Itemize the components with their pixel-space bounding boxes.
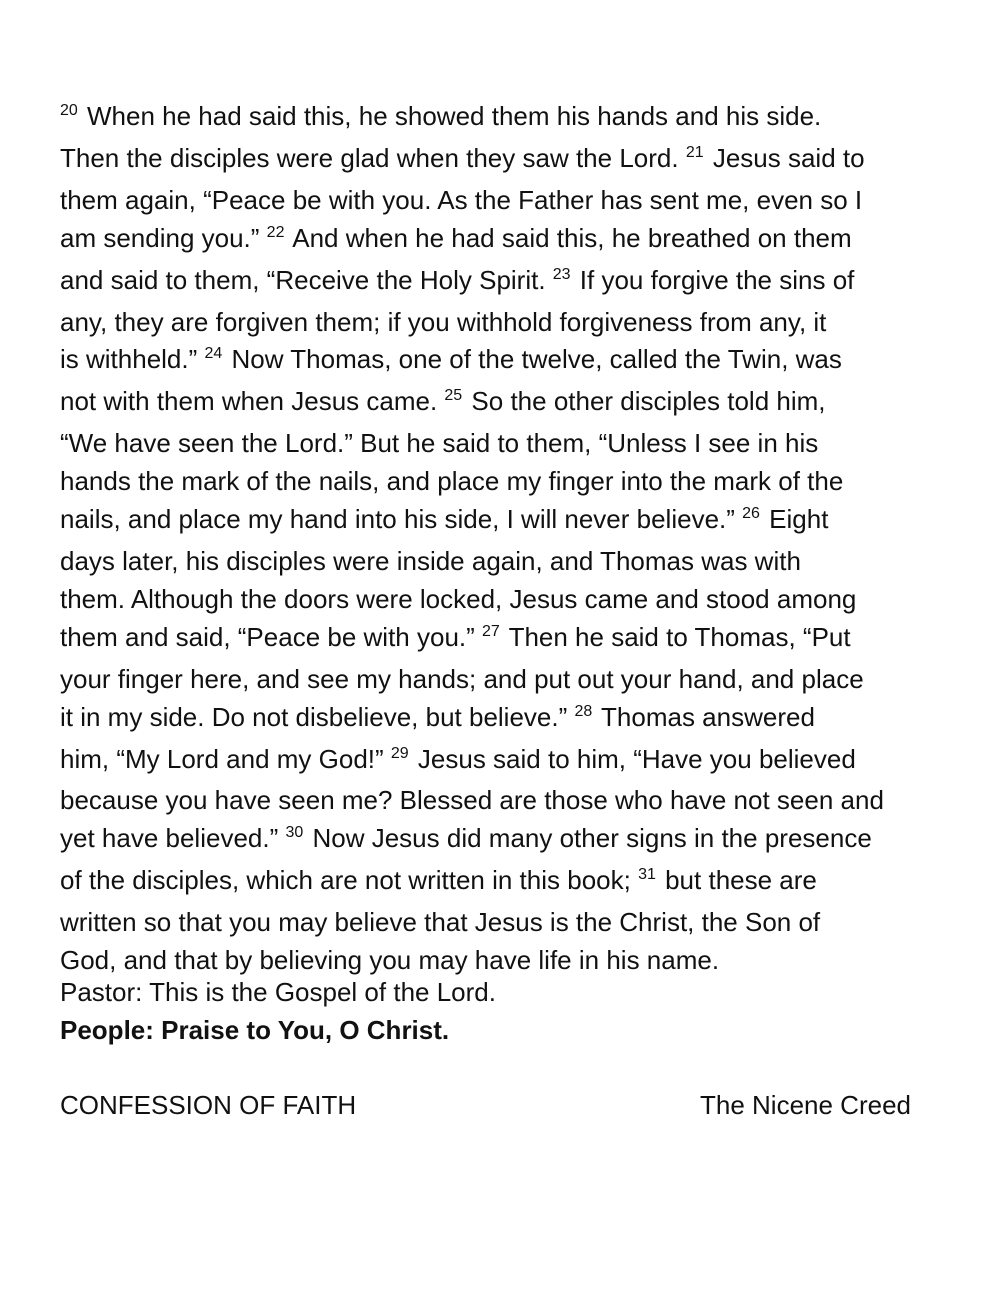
verse-text: nails, and place my hand into his side, I will never believe.” bbox=[60, 504, 743, 535]
reading-line bbox=[60, 98, 945, 140]
verse-number: 26 bbox=[742, 505, 760, 523]
reading-line bbox=[60, 383, 945, 425]
verse-text: written so that you may believe that Jesus is the Christ, the Son of bbox=[60, 907, 821, 938]
verse-text: them. Although the doors were locked, Jesus came and stood among bbox=[60, 583, 857, 614]
verse-number: 21 bbox=[685, 143, 704, 161]
verse-text: Thomas answered bbox=[594, 701, 815, 732]
reading-line bbox=[60, 341, 945, 383]
verse-text: because you have seen me? Blessed are those who have not seen and bbox=[60, 785, 884, 816]
verse-text: Then he said to Thomas, “Put bbox=[501, 621, 851, 652]
verse-number: 30 bbox=[285, 824, 304, 842]
verse-text: him, “My Lord and my God!” bbox=[60, 743, 391, 774]
pastor-line: Pastor: This is the Gospel of the Lord. bbox=[60, 977, 496, 1007]
verse-text: am sending you.” bbox=[60, 222, 267, 253]
verse-text: If you forgive the sins of bbox=[572, 264, 855, 295]
confession-header bbox=[60, 1086, 911, 1124]
verse-text: When he had said this, he showed them his hands and his side. bbox=[79, 101, 822, 131]
gospel-reading bbox=[60, 98, 945, 980]
verse-number: 22 bbox=[266, 223, 285, 241]
verse-text: them and said, “Peace be with you.” bbox=[60, 621, 483, 652]
people-line: People: Praise to You, O Christ. bbox=[60, 1015, 450, 1045]
verse-text: days later, his disciples were inside again, and Thomas was with bbox=[60, 545, 801, 576]
reading-line bbox=[60, 619, 945, 661]
verse-number: 31 bbox=[638, 866, 656, 884]
verse-number: 25 bbox=[444, 387, 463, 405]
verse-text: “We have seen the Lord.” But he said to them, “Unless I see in his bbox=[60, 428, 819, 459]
reading-line bbox=[60, 581, 945, 619]
verse-text: them again, “Peace be with you. As the Father has sent me, even so I bbox=[60, 184, 863, 215]
reading-line bbox=[60, 304, 945, 342]
verse-text: but these are bbox=[657, 865, 817, 896]
verse-text: your finger here, and see my hands; and put out your hand, and place bbox=[60, 663, 864, 694]
verse-text: hands the mark of the nails, and place my finger into the mark of the bbox=[60, 466, 844, 497]
verse-text: and said to them, “Receive the Holy Spirit. bbox=[60, 264, 553, 295]
bulletin-page bbox=[60, 98, 945, 1120]
reading-line bbox=[60, 543, 945, 581]
gospel-response bbox=[60, 973, 496, 1049]
reading-line bbox=[60, 262, 945, 304]
reading-line bbox=[60, 661, 945, 699]
verse-text: Now Jesus did many other signs in the presence bbox=[305, 823, 872, 854]
verse-number: 24 bbox=[204, 345, 223, 363]
reading-line bbox=[60, 741, 945, 783]
verse-text: Jesus said to him, “Have you believed bbox=[410, 743, 856, 774]
reading-line bbox=[60, 699, 945, 741]
reading-line bbox=[60, 463, 945, 501]
reading-line bbox=[60, 220, 945, 262]
verse-text: So the other disciples told him, bbox=[464, 386, 826, 417]
reading-line bbox=[60, 820, 945, 862]
verse-number: 27 bbox=[482, 622, 500, 640]
reading-line bbox=[60, 182, 945, 220]
verse-text: of the disciples, which are not written in this book; bbox=[60, 865, 639, 896]
reading-line bbox=[60, 501, 945, 543]
reading-line bbox=[60, 862, 945, 904]
verse-text: Jesus said to bbox=[705, 142, 865, 173]
reading-line bbox=[60, 904, 945, 942]
verse-number: 20 bbox=[60, 102, 78, 119]
verse-text: Now Thomas, one of the twelve, called the Twin, was bbox=[224, 344, 842, 375]
reading-line bbox=[60, 782, 945, 820]
section-subtitle: The Nicene Creed bbox=[700, 1090, 911, 1120]
verse-number: 28 bbox=[574, 702, 593, 720]
verse-text: God, and that by believing you may have life in his name. bbox=[60, 945, 720, 976]
verse-number: 29 bbox=[390, 744, 409, 762]
verse-text: yet have believed.” bbox=[60, 823, 286, 854]
reading-line bbox=[60, 425, 945, 463]
verse-text: And when he had said this, he breathed on them bbox=[286, 222, 852, 253]
verse-text: any, they are forgiven them; if you withhold forgiveness from any, it bbox=[60, 306, 827, 337]
section-heading: CONFESSION OF FAITH bbox=[60, 1090, 357, 1120]
verse-text: Then the disciples were glad when they saw the Lord. bbox=[60, 142, 686, 173]
verse-text: it in my side. Do not disbelieve, but believe.” bbox=[60, 701, 575, 732]
verse-text: Eight bbox=[761, 504, 829, 535]
verse-number: 23 bbox=[552, 265, 571, 283]
verse-text: is withheld.” bbox=[60, 344, 205, 375]
verse-text: not with them when Jesus came. bbox=[60, 386, 445, 417]
reading-line bbox=[60, 140, 945, 182]
